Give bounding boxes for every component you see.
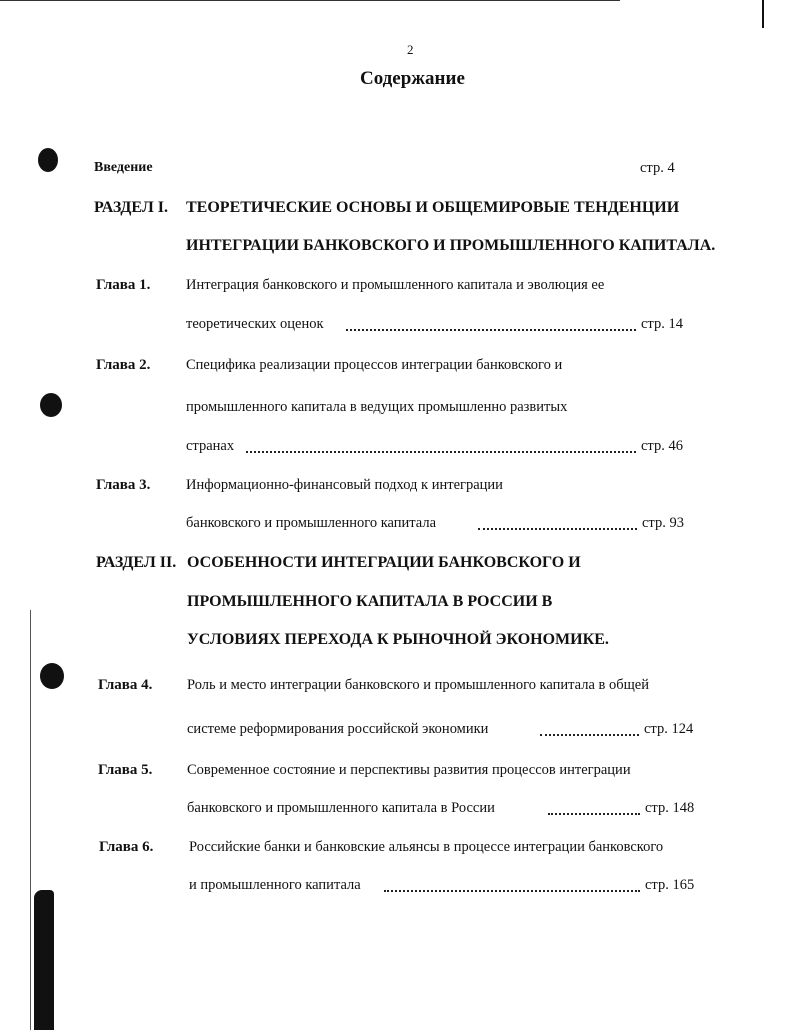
scan-top-line [0, 0, 620, 1]
chapter-1-line-2: теоретических оценок [186, 316, 324, 332]
chapter-4-page: стр. 124 [644, 721, 694, 737]
section-2-title-line-2: ПРОМЫШЛЕННОГО КАПИТАЛА В РОССИИ В [187, 593, 553, 610]
chapter-4-leader [540, 734, 639, 736]
chapter-5-page: стр. 148 [645, 800, 695, 816]
punch-hole-mark-3 [40, 663, 64, 689]
section-1-label: РАЗДЕЛ I. [94, 199, 168, 216]
section-2-title-line-1: ОСОБЕННОСТИ ИНТЕГРАЦИИ БАНКОВСКОГО И [187, 554, 581, 571]
chapter-4-line-2: системе реформирования российской экономики [187, 721, 489, 737]
chapter-5-line-2: банковского и промышленного капитала в России [187, 800, 495, 816]
chapter-3-line-2: банковского и промышленного капитала [186, 515, 437, 531]
chapter-3-leader [478, 528, 637, 530]
section-1-title-line-1: ТЕОРЕТИЧЕСКИЕ ОСНОВЫ И ОБЩЕМИРОВЫЕ ТЕНДЕНЦИИ [186, 199, 680, 216]
chapter-1-label: Глава 1. [96, 277, 151, 293]
chapter-4-label: Глава 4. [98, 677, 153, 693]
chapter-3-label: Глава 3. [96, 477, 151, 493]
chapter-1-leader [346, 329, 636, 331]
chapter-2-leader [246, 451, 636, 453]
punch-hole-mark-1 [38, 148, 58, 172]
chapter-2-line-3: странах [186, 438, 235, 454]
scan-right-edge [762, 0, 764, 28]
intro-label: Введение [94, 160, 153, 175]
section-2-title-line-3: УСЛОВИЯХ ПЕРЕХОДА К РЫНОЧНОЙ ЭКОНОМИКЕ. [187, 631, 609, 648]
scan-left-edge [30, 610, 31, 1030]
intro-page: стр. 4 [640, 160, 675, 176]
chapter-2-line-2: промышленного капитала в ведущих промышленно развитых [186, 399, 568, 415]
chapter-1-page: стр. 14 [641, 316, 683, 332]
chapter-6-line-2: и промышленного капитала [189, 877, 361, 893]
chapter-6-line-1: Российские банки и банковские альянсы в процессе интеграции банковского [189, 839, 664, 855]
chapter-2-line-1: Специфика реализации процессов интеграции банковского и [186, 357, 563, 373]
chapter-5-line-1: Современное состояние и перспективы развития процессов интеграции [187, 762, 631, 778]
punch-hole-mark-2 [40, 393, 62, 417]
section-1-title-line-2: ИНТЕГРАЦИИ БАНКОВСКОГО И ПРОМЫШЛЕННОГО КАПИТАЛА. [186, 237, 716, 254]
chapter-2-label: Глава 2. [96, 357, 151, 373]
chapter-5-label: Глава 5. [98, 762, 153, 778]
chapter-6-leader [384, 890, 640, 892]
chapter-4-line-1: Роль и место интеграции банковского и промышленного капитала в общей [187, 677, 650, 693]
chapter-3-page: стр. 93 [642, 515, 684, 531]
section-2-label: РАЗДЕЛ II. [96, 554, 177, 571]
chapter-6-page: стр. 165 [645, 877, 695, 893]
chapter-5-leader [548, 813, 640, 815]
page-title: Содержание [360, 68, 465, 89]
page-number: 2 [407, 42, 414, 57]
chapter-3-line-1: Информационно-финансовый подход к интеграции [186, 477, 503, 493]
chapter-1-line-1: Интеграция банковского и промышленного капитала и эволюция ее [186, 277, 605, 293]
scan-left-shadow [34, 890, 54, 1030]
chapter-2-page: стр. 46 [641, 438, 683, 454]
chapter-6-label: Глава 6. [99, 839, 154, 855]
